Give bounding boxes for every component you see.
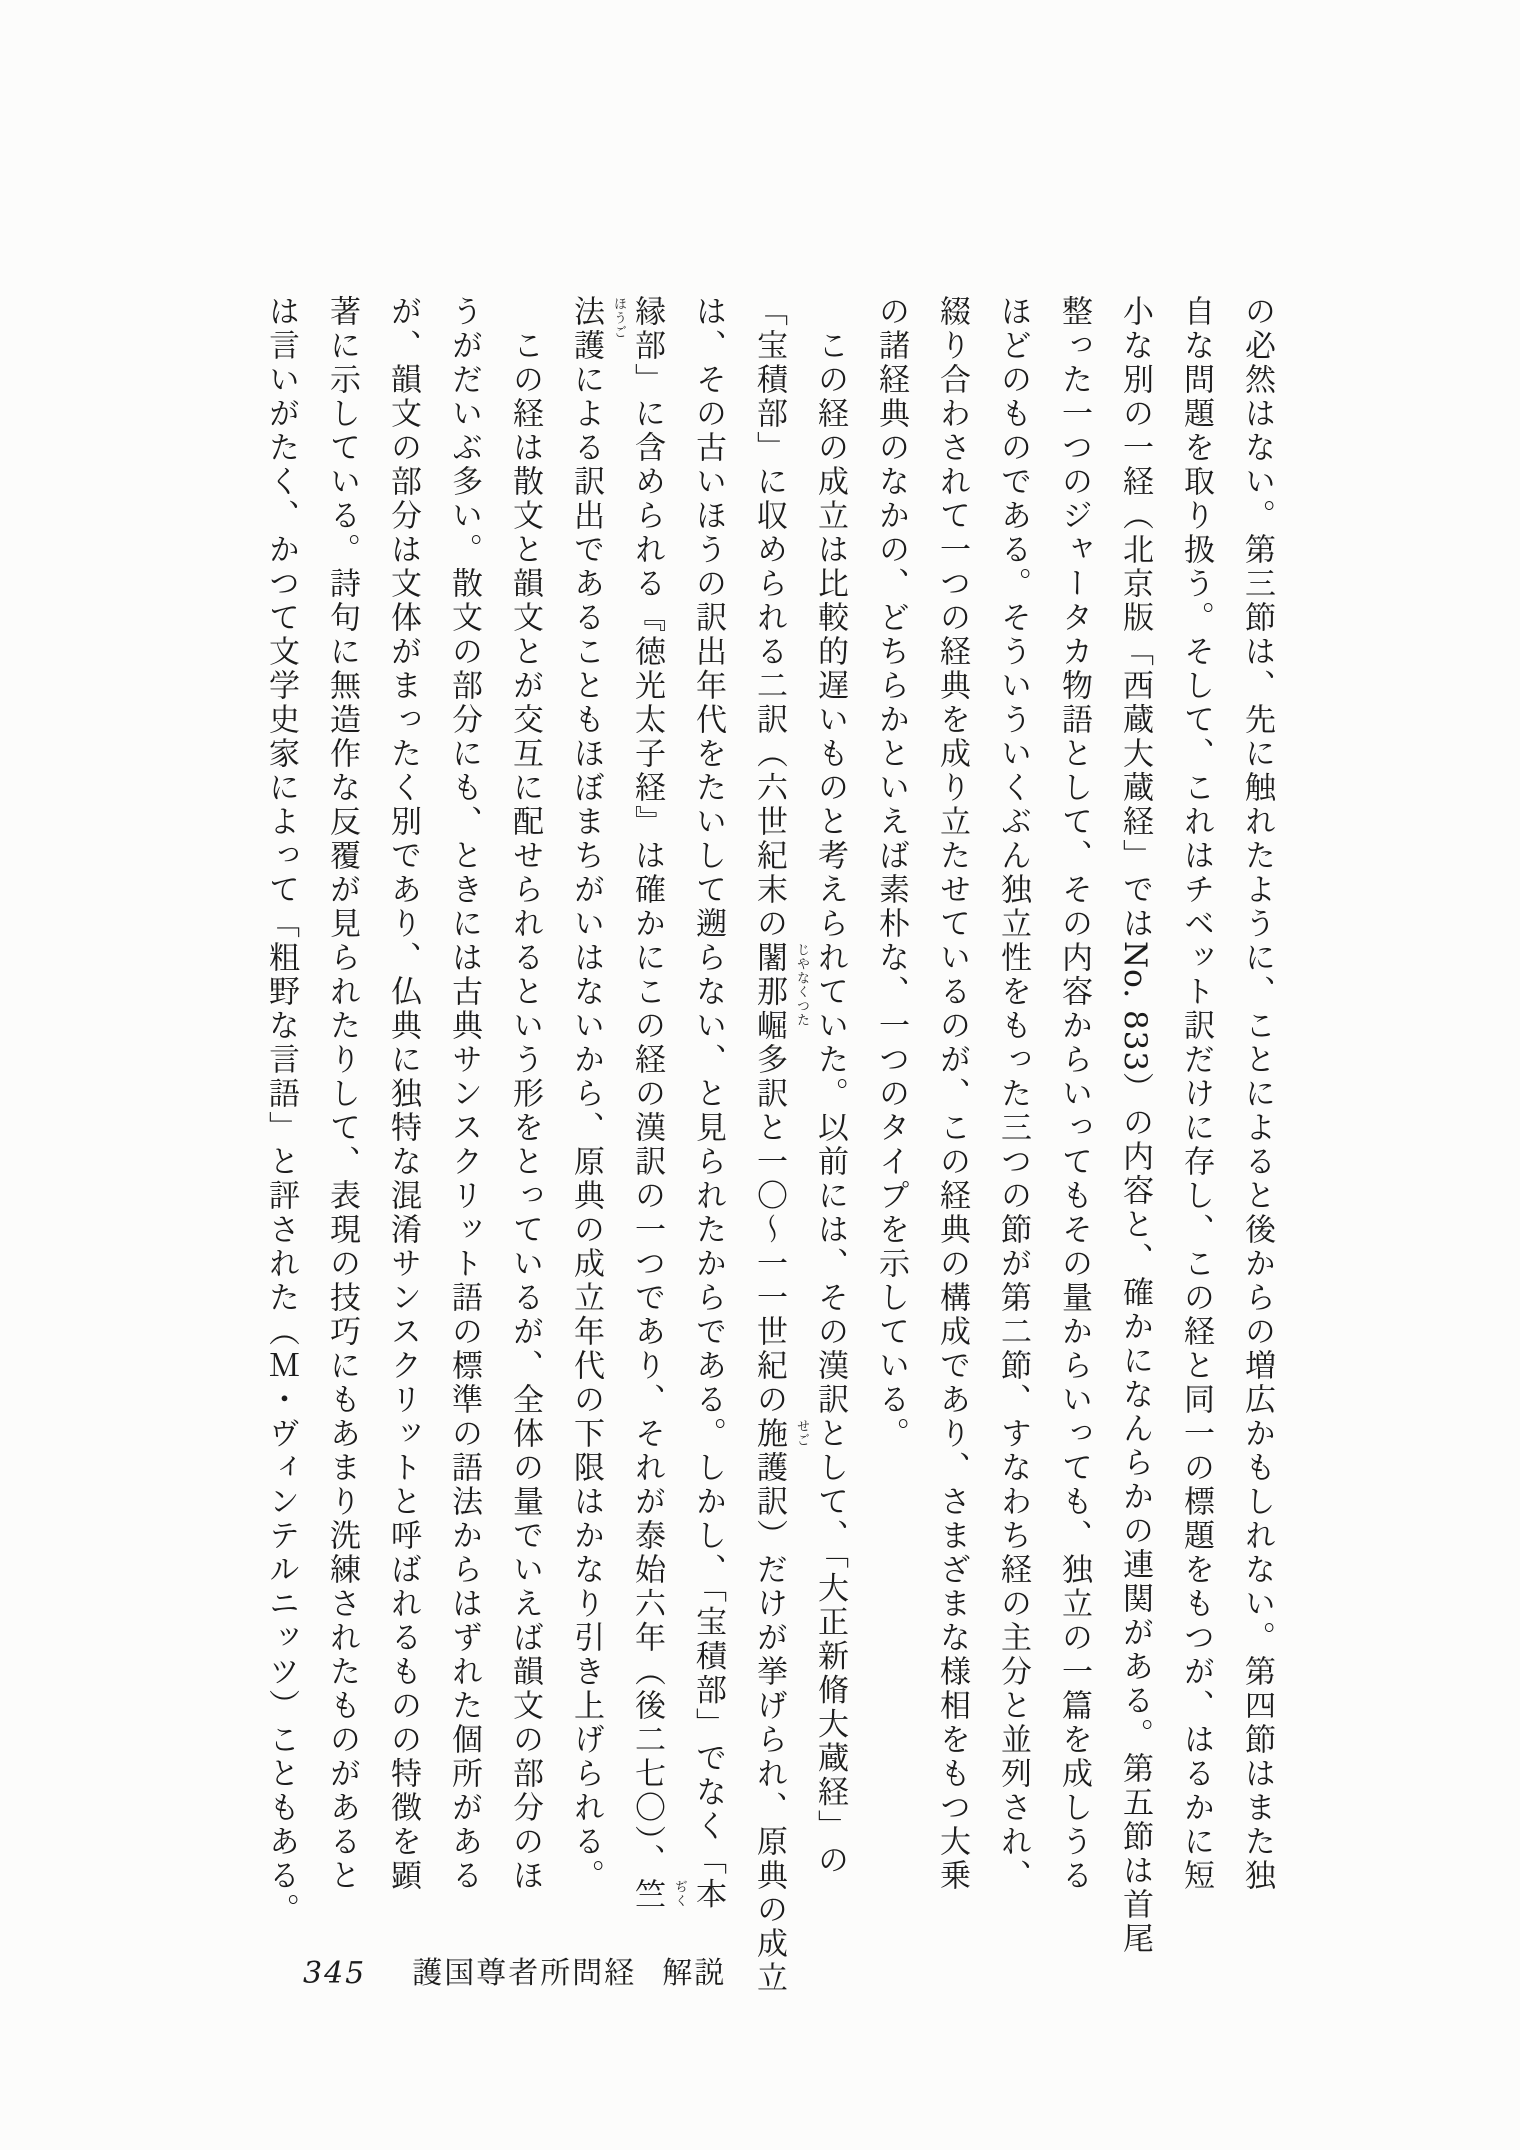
column-text: 縁部」に含められる『徳光太子経』は確かにこの経の漢訳の一つであり、それが泰始六年（後二七〇）、 xyxy=(629,295,665,1878)
text-column xyxy=(1104,295,1165,1957)
text-column xyxy=(311,295,372,1895)
ruby-annotation: じやなくつた xyxy=(794,943,809,1027)
page-number: 345 xyxy=(303,1956,367,1991)
column-text: 自な問題を取り扱う。そして、これはチベット訳だけに存し、この経と同一の標題をもつが、はるかに短 xyxy=(1178,295,1214,1893)
column-text: この経の成立は比較的遅いものと考えられていた。以前には、その漢訳として、「大正新脩大蔵経」の xyxy=(812,295,848,1878)
text-column xyxy=(860,295,921,1895)
page-footer xyxy=(303,1948,726,1992)
text-column xyxy=(738,295,809,1995)
ruby-term: 施護 せご xyxy=(751,1417,809,1485)
column-text: 綴り合わされて一つの経典を成り立たせているのが、この経典の構成であり、さまざまな様相をもつ大乗 xyxy=(934,295,970,1893)
ruby-annotation: せご xyxy=(794,1419,809,1447)
column-text: 整った一つのジャータカ物語として、その内容からいってもその量からいっても、独立の一篇を成しうる xyxy=(1056,295,1092,1893)
book-title: 護国尊者所問経 xyxy=(412,1956,637,1991)
column-text: 訳）だけが挙げられ、原典の成立 xyxy=(751,1485,787,1995)
text-column xyxy=(250,295,311,1927)
text-column xyxy=(433,295,494,1895)
text-column xyxy=(555,295,626,1895)
text-column xyxy=(1226,295,1287,1895)
column-text: は、その古いほうの訳出年代をたいして遡らない、と見られたからである。しかし、「宝積部」でなく「本 xyxy=(690,295,726,1912)
text-column xyxy=(1043,295,1104,1895)
text-column xyxy=(921,295,982,1895)
text-column xyxy=(494,295,555,1895)
column-text: は言いがたく、かつて文学史家によって「粗野な言語」と評された（Ｍ・ヴィンテルニッツ）こともある。 xyxy=(263,295,299,1927)
column-text: 著に示している。詩句に無造作な反覆が見られたりして、表現の技巧にもあまり洗練されたものがあると xyxy=(324,295,360,1893)
ruby-term: 法護 ほうご xyxy=(568,295,626,363)
text-column xyxy=(616,295,687,1912)
text-column xyxy=(1165,295,1226,1895)
column-text: による訳出であることもほぼまちがいはないから、原典の成立年代の下限はかなり引き上げられる。 xyxy=(568,363,604,1893)
column-text: の必然はない。第三節は、先に触れたように、ことによると後からの増広かもしれない。第四節はまた独 xyxy=(1239,295,1275,1893)
column-text: この経は散文と韻文とが交互に配せられるという形をとっているが、全体の量でいえば韻文の部分のほ xyxy=(507,295,543,1893)
column-text: 訳と一〇～一一世紀の xyxy=(751,1077,787,1417)
text-column xyxy=(982,295,1043,1895)
latin-inline-text: No. 833 xyxy=(1117,941,1153,1073)
column-text: うがだいぶ多い。散文の部分にも、ときには古典サンスクリット語の標準の語法からはずれた個所がある xyxy=(446,295,482,1893)
ruby-term: 闍那崛多 じやなくつた xyxy=(751,941,809,1077)
ruby-annotation: ほうご xyxy=(611,297,626,339)
text-column xyxy=(372,295,433,1895)
ruby-term: 竺 ぢく xyxy=(629,1877,687,1912)
ruby-annotation: ぢく xyxy=(672,1879,687,1908)
column-text: ほどのものである。そういういくぶん独立性をもった三つの節が第二節、すなわち経の主分と並列され、 xyxy=(995,295,1031,1893)
column-text: ）の内容と、確かになんらかの連関がある。第五節は首尾 xyxy=(1117,1072,1153,1957)
section-label: 解説 xyxy=(662,1956,727,1991)
text-column xyxy=(799,295,860,1895)
column-text: 「宝積部」に収められる二訳（六世紀末の xyxy=(751,295,787,941)
column-text: が、韻文の部分は文体がまったく別であり、仏典に独特な混淆サンスクリットと呼ばれるものの特徴を顕 xyxy=(385,295,421,1893)
column-text: の諸経典のなかの、どちらかといえば素朴な、一つのタイプを示している。 xyxy=(873,295,909,1451)
column-text: 小な別の一経（北京版「西蔵大蔵経」では xyxy=(1117,295,1153,941)
